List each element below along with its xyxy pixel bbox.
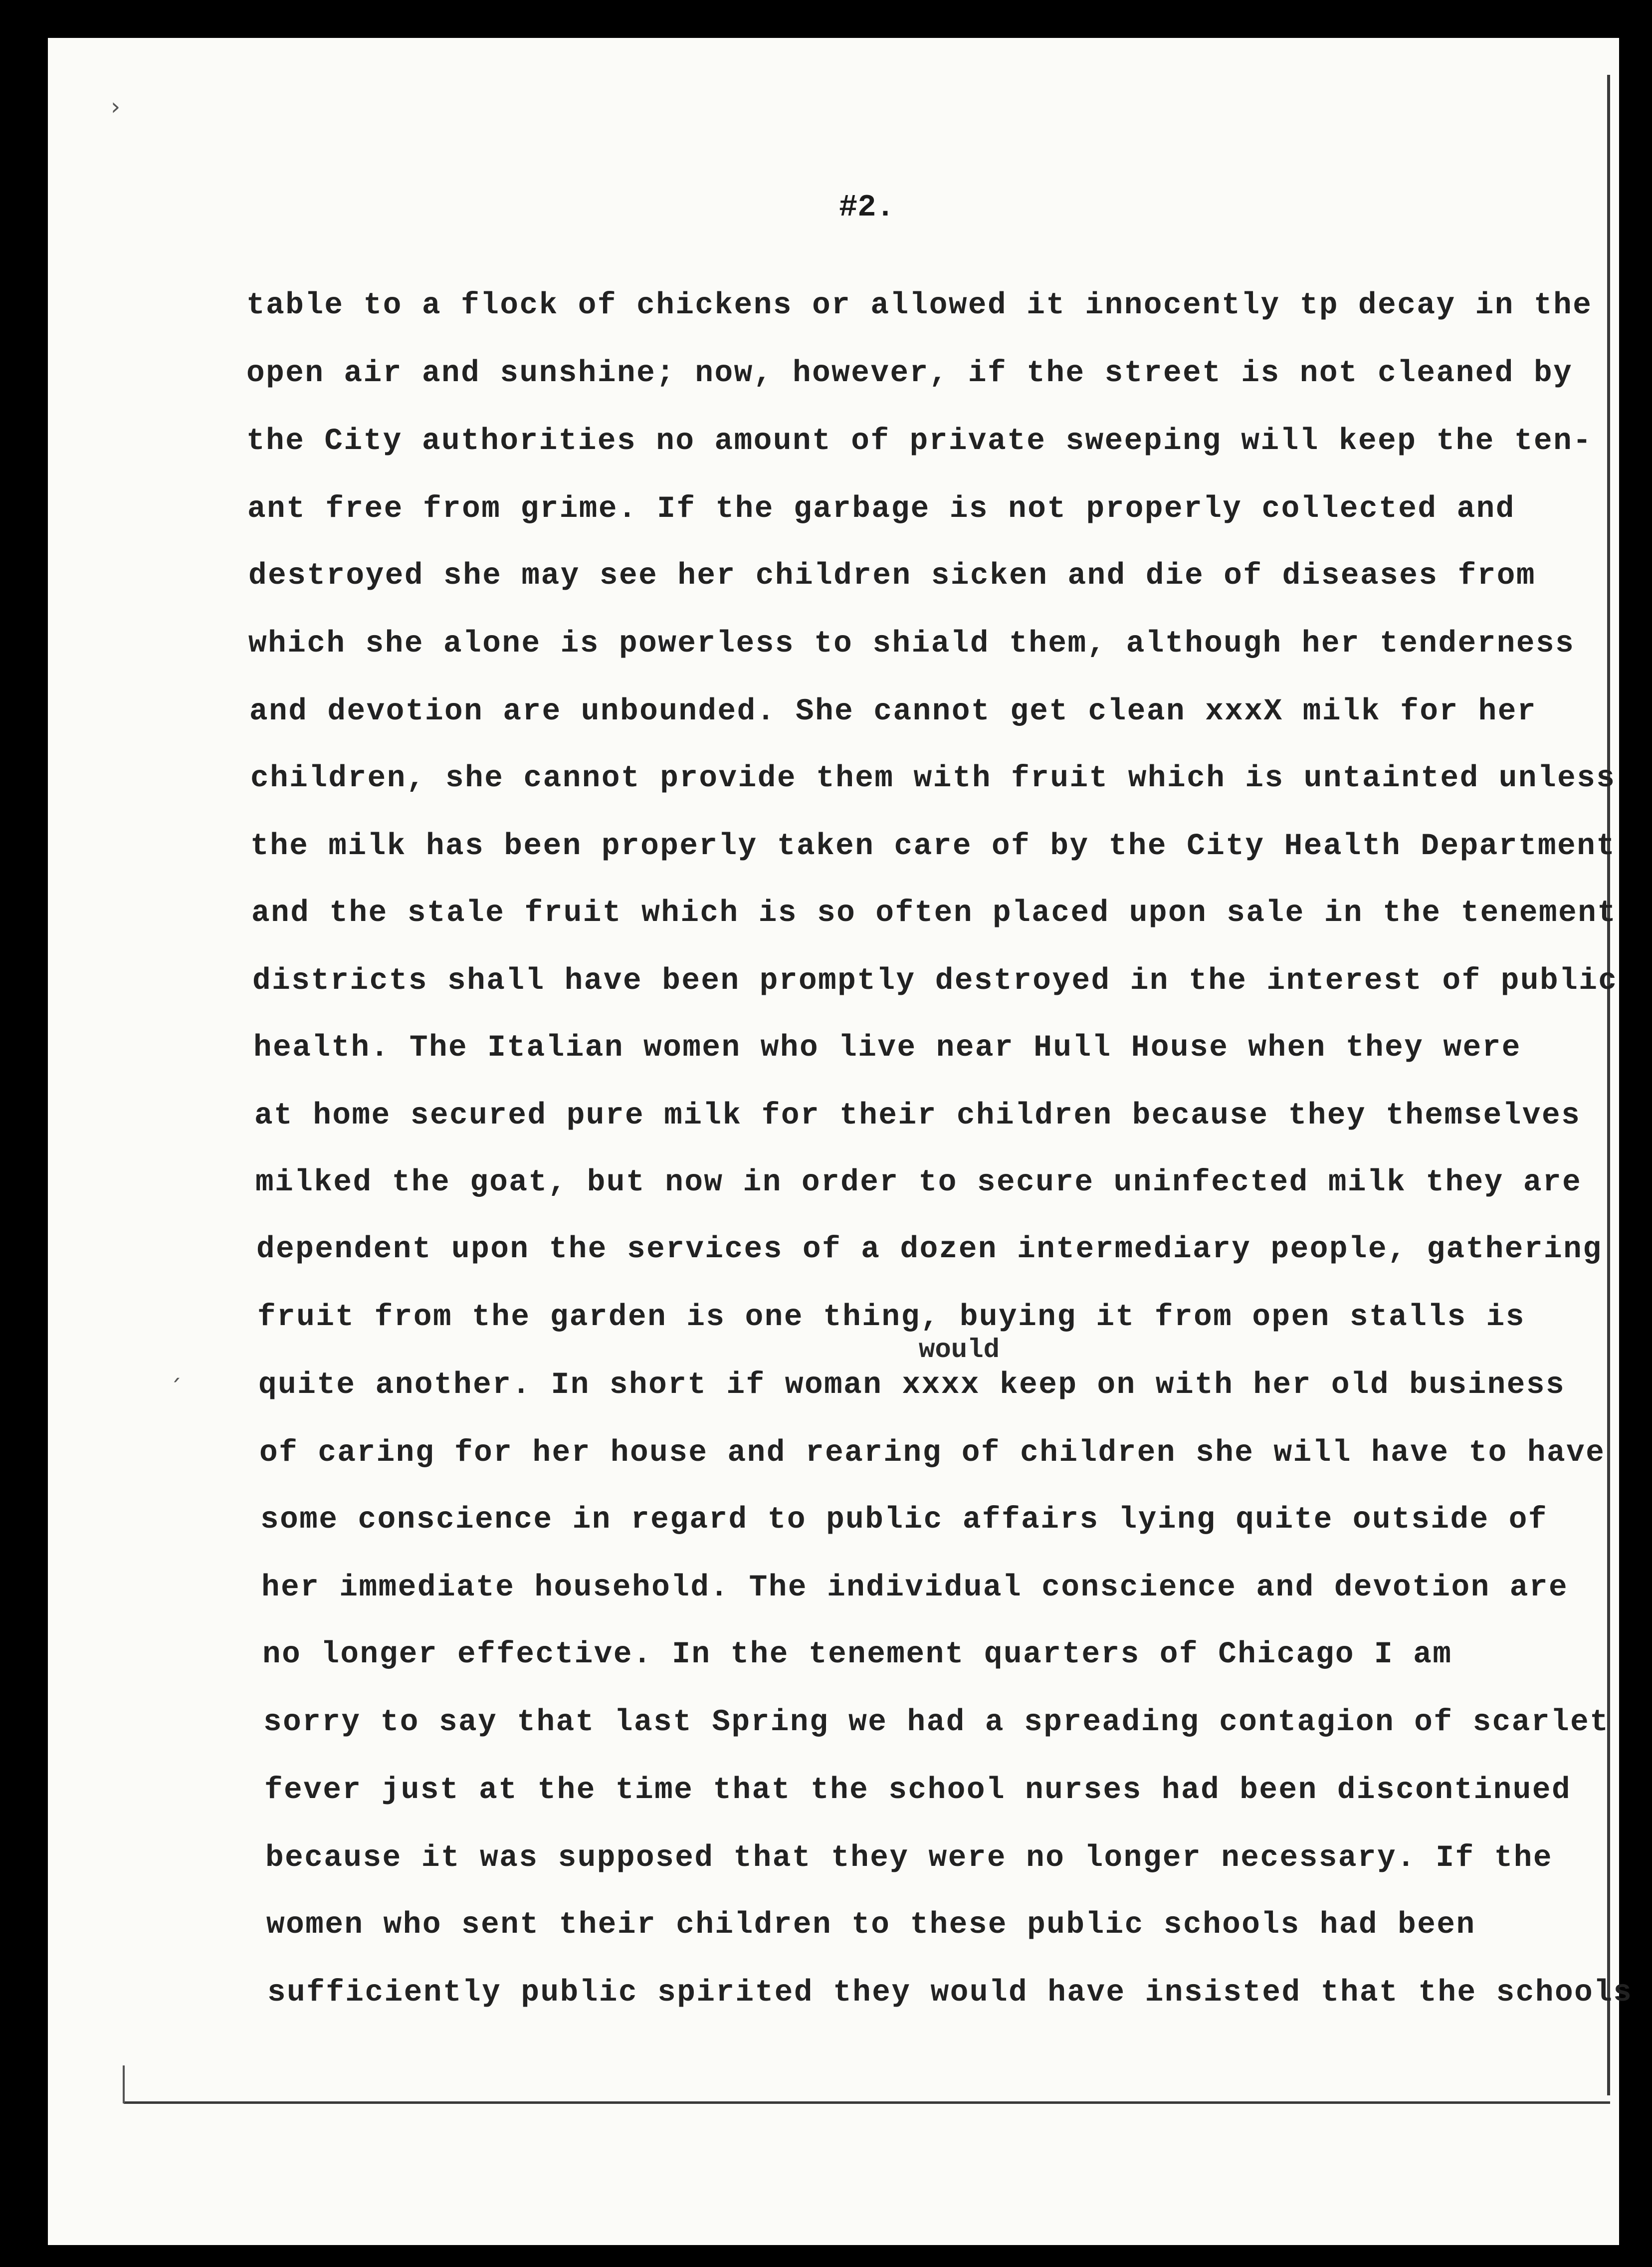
text-line: because it was supposed that they were no longer necessary. If the: [265, 1841, 1553, 1875]
text-line: at home secured pure milk for their children because they themselves: [254, 1099, 1581, 1133]
text-line: quite another. In short if woman xxxx keep on with her old business: [258, 1368, 1566, 1402]
text-line: milked the goat, but now in order to secure uninfected milk they are: [255, 1165, 1582, 1200]
text-line: the milk has been properly taken care of by the City Health Department: [250, 829, 1616, 864]
text-line: and the stale fruit which is so often placed upon sale in the tenement: [251, 896, 1617, 930]
text-line: health. The Italian women who live near Hull House when they were: [253, 1031, 1521, 1065]
text-line: sorry to say that last Spring we had a spreading contagion of scarlet: [263, 1705, 1610, 1740]
text-line: table to a flock of chickens or allowed it innocently tp decay in the: [246, 288, 1593, 323]
text-line: her immediate household. The individual conscience and devotion are: [261, 1571, 1569, 1605]
text-line: ant free from grime. If the garbage is not properly collected and: [247, 492, 1515, 526]
page-border-left: [123, 2065, 125, 2103]
page-number: #2.: [839, 190, 895, 225]
text-line: which she alone is powerless to shiald them, although her tenderness: [248, 627, 1575, 661]
text-line: of caring for her house and rearing of children she will have to have: [259, 1436, 1606, 1470]
text-line: no longer effective. In the tenement quarters of Chicago I am: [262, 1637, 1452, 1672]
text-line: destroyed she may see her children sicken and die of diseases from: [248, 559, 1536, 593]
interlinear-insertion: would: [919, 1335, 1000, 1365]
page-border-right: [1607, 75, 1610, 2095]
text-line: fever just at the time that the school nurses had been discontinued: [264, 1773, 1572, 1808]
text-line: children, she cannot provide them with fruit which is untainted unless: [250, 761, 1616, 796]
text-line: districts shall have been promptly destroyed in the interest of public: [252, 964, 1618, 998]
page-border-bottom: [124, 2101, 1610, 2104]
text-line: some conscience in regard to public affairs lying quite outside of: [260, 1503, 1548, 1537]
text-line: and devotion are unbounded. She cannot get clean xxxX milk for her: [249, 694, 1537, 729]
margin-mark-top: ›: [111, 93, 121, 121]
text-line: sufficiently public spirited they would have insisted that the schools: [267, 1976, 1633, 2010]
text-line: fruit from the garden is one thing, buying it from open stalls is: [257, 1300, 1525, 1335]
text-line: the City authorities no amount of private sweeping will keep the ten-: [246, 424, 1593, 458]
text-line: dependent upon the services of a dozen intermediary people, gathering: [256, 1232, 1603, 1267]
text-line: open air and sunshine; now, however, if the street is not cleaned by: [246, 356, 1573, 391]
margin-mark-left: ˊ: [170, 1375, 182, 1403]
text-line: women who sent their children to these public schools had been: [266, 1908, 1476, 1942]
